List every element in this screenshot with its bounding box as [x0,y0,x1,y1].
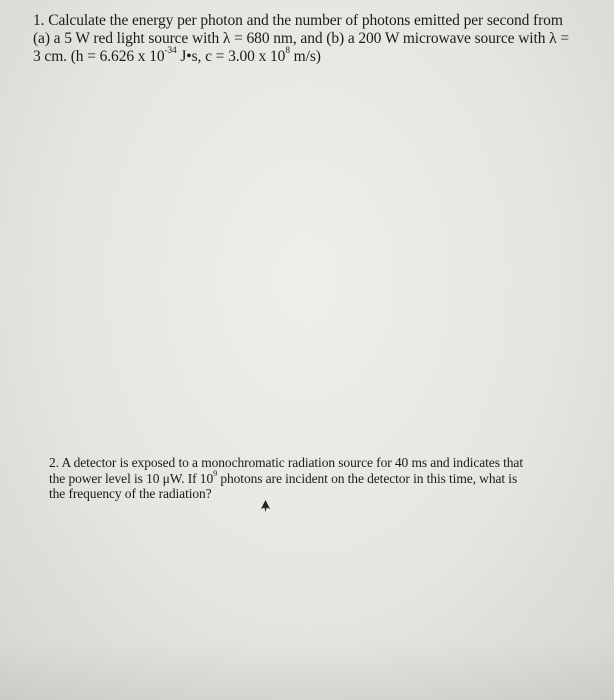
question-2-line-2 [49,468,579,487]
question-2-line-1: 2. A detector is exposed to a monochromatic radiation source for 40 ms and indicates that [49,455,523,470]
question-1-line-3 [33,48,593,66]
question-2-line-3: the frequency of the radiation? [49,486,212,501]
question-1-line-3-text-a: 3 cm. (h = 6.626 x 10 [33,48,165,65]
question-2-line-2-text-a: the power level is 10 μW. If 10 [49,470,214,486]
question-1-line-3-text-b: J•s, c = 3.00 x 10 [176,48,286,65]
question-1-line-3-text-c: m/s) [289,48,321,65]
question-1-exponent-h: -34 [164,46,177,57]
question-1-line-1: 1. Calculate the energy per photon and the number of photons emitted per second from [33,12,563,29]
mouse-pointer-icon [261,500,271,512]
question-1-line-2: (a) a 5 W red light source with λ = 680 nm, and (b) a 200 W microwave source with λ = [33,30,569,47]
question-1 [33,12,593,66]
question-2-line-2-text-b: photons are incident on the detector in this time, what is [217,470,518,486]
question-1-exponent-c: 8 [285,46,290,57]
page-shadow [0,640,614,700]
question-2-exponent: 9 [213,468,218,478]
question-2 [49,455,579,502]
